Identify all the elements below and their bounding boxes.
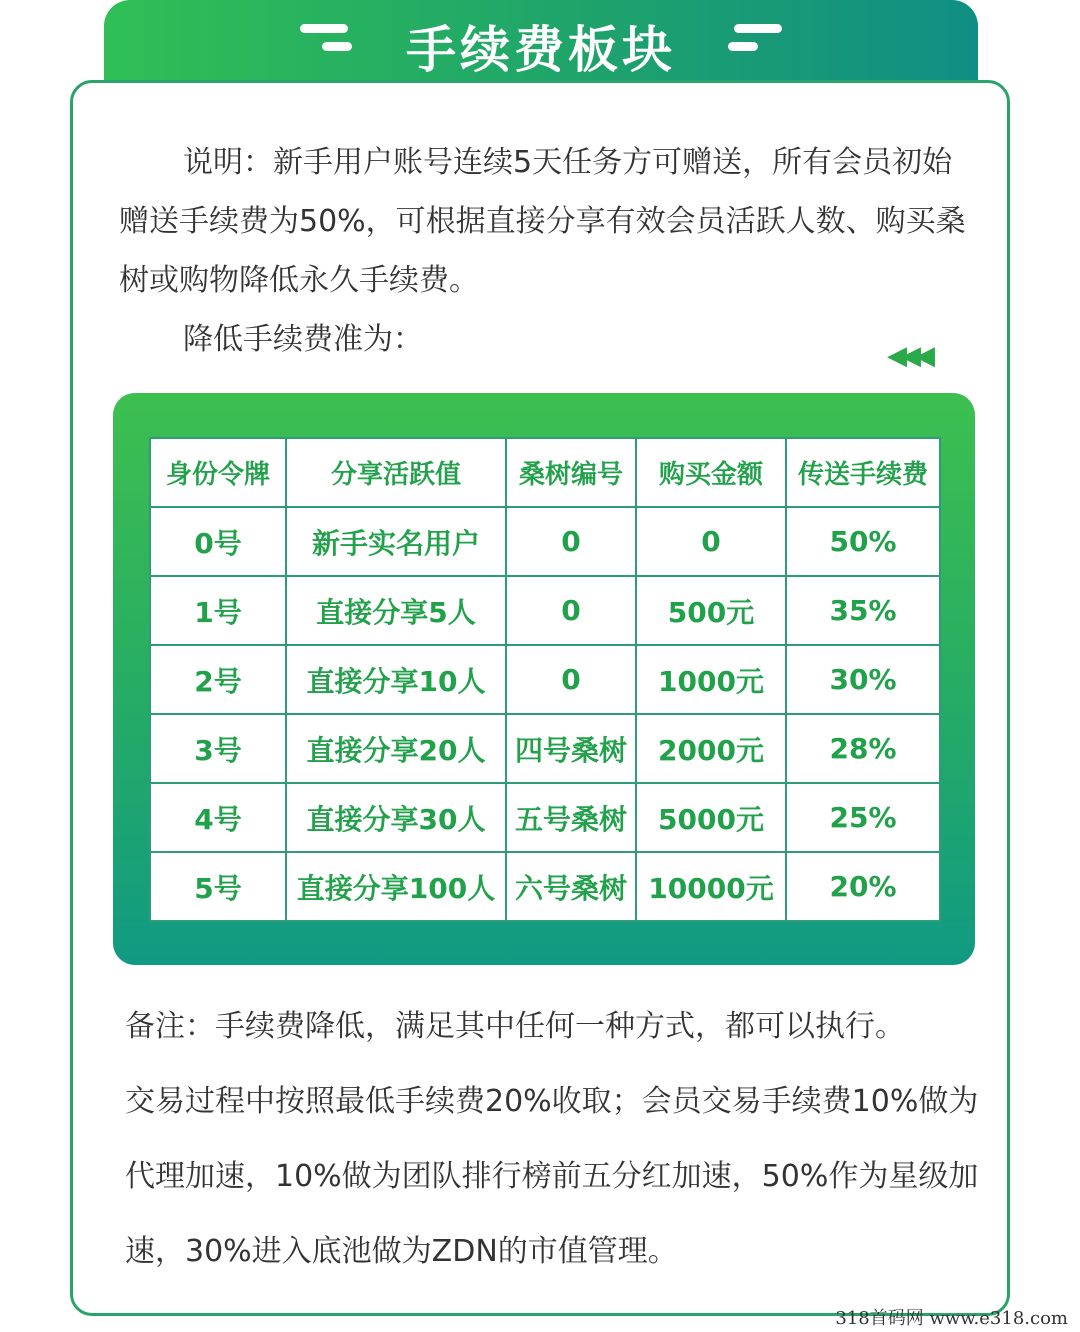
content-card [70,80,1010,1316]
header-decoration-right [728,24,784,58]
cell-tree: 0 [506,507,636,576]
cell-fee: 25% [786,783,940,852]
notes-line-2: 交易过程中按照最低手续费20%收取；会员交易手续费10%做为代理加速，10%做为团队排行榜前五分红加速，50%作为星级加速，30%进入底池做为ZDN的市值管理。 [125,1084,979,1269]
table-row [150,507,940,576]
header-token: 身份令牌 [150,438,286,507]
table-row [150,645,940,714]
cell-fee: 30% [786,645,940,714]
header-purchase-amount: 购买金额 [636,438,786,507]
cell-share: 直接分享10人 [286,645,506,714]
rule-label: 降低手续费准为： [183,322,423,357]
intro-text [119,133,979,369]
cell-token: 1号 [150,576,286,645]
cell-amount: 1000元 [636,645,786,714]
table-row [150,852,940,921]
fee-table [149,437,941,922]
cell-fee: 20% [786,852,940,921]
cell-tree: 四号桑树 [506,714,636,783]
fee-table-frame [113,393,975,965]
cell-tree: 0 [506,645,636,714]
arrow-left-icon: ◀◀◀ [887,341,929,371]
cell-share: 直接分享5人 [286,576,506,645]
cell-fee: 50% [786,507,940,576]
cell-amount: 0 [636,507,786,576]
table-row [150,714,940,783]
cell-token: 0号 [150,507,286,576]
header-share-activity: 分享活跃值 [286,438,506,507]
cell-token: 2号 [150,645,286,714]
table-header-row [150,438,940,507]
cell-amount: 500元 [636,576,786,645]
cell-tree: 六号桑树 [506,852,636,921]
cell-share: 新手实名用户 [286,507,506,576]
cell-amount: 2000元 [636,714,786,783]
cell-share: 直接分享30人 [286,783,506,852]
header-tree-number: 桑树编号 [506,438,636,507]
cell-tree: 五号桑树 [506,783,636,852]
cell-token: 5号 [150,852,286,921]
cell-fee: 28% [786,714,940,783]
cell-fee: 35% [786,576,940,645]
table-row [150,576,940,645]
cell-token: 4号 [150,783,286,852]
cell-tree: 0 [506,576,636,645]
cell-share: 直接分享100人 [286,852,506,921]
watermark: 318首码网 www.e318.com [835,1308,1068,1329]
header-fee: 传送手续费 [786,438,940,507]
notes-text [125,989,985,1289]
intro-description: 说明：新手用户账号连续5天任务方可赠送，所有会员初始赠送手续费为50%，可根据直接分享有效会员活跃人数、购买桑树或购物降低永久手续费。 [119,145,966,298]
cell-amount: 10000元 [636,852,786,921]
section-title: 手续费板块 [406,21,676,79]
cell-share: 直接分享20人 [286,714,506,783]
section-header [104,0,978,92]
notes-line-1: 备注：手续费降低，满足其中任何一种方式，都可以执行。 [125,1009,905,1044]
table-row [150,783,940,852]
cell-amount: 5000元 [636,783,786,852]
cell-token: 3号 [150,714,286,783]
